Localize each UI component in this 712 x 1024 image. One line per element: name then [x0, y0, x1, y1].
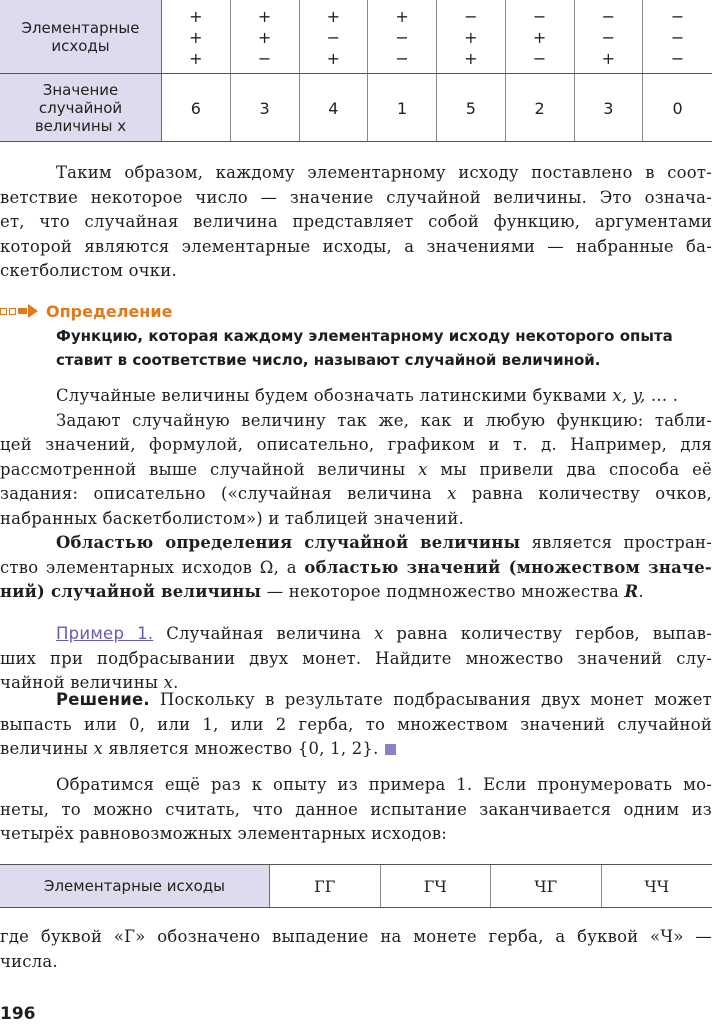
definition-text: Функцию, которая каждому элементарному исходу некоторого опыта ставит в соответствие число, называют случайной величиной. [56, 327, 673, 369]
outcome-cell: − − − [670, 6, 685, 68]
outcome-cell: − + + [437, 0, 506, 74]
outcome-cell: + − + [300, 0, 369, 74]
definition-arrow-icon [0, 304, 38, 318]
outcome-cell: + − − [368, 0, 437, 74]
value-cell: 2 [506, 74, 575, 142]
outcomes-header-cell: Элементарные исходы [0, 0, 162, 74]
page-number: 196 [0, 1004, 36, 1024]
paragraph-domain: Областью определения случайной величины является простран- [56, 533, 712, 552]
coin-outcome-cell: ЧГ [491, 865, 602, 907]
paragraph-notation-l2: Задают случайную величину так же, как и любую функцию: табли- [56, 410, 712, 430]
end-of-solution-icon [385, 744, 396, 755]
paragraph-coins: Обратимся ещё раз к опыту из примера 1. Если пронумеровать мо- [56, 775, 712, 794]
paragraph-notation: Случайные величины будем обозначать латинскими буквами x, y, ... . [56, 386, 679, 405]
paragraph-legend: где буквой «Г» обозначено выпадение на монете герба, а буквой «Ч» — числа. [0, 927, 712, 971]
definition-header [0, 300, 172, 322]
solution-cont: выпасть или 0, или 1, или 2 герба, то множеством значений случайной величины x является множество {0, 1, 2}. [0, 714, 712, 758]
paragraph-intro-cont: ветствие некоторое число — значение случайной величины. Это означа- ет, что случайная величина представляет собой функцию, аргументами которой являются элементарные исходы, а значениями — набранные ба- скетболистом очки. [0, 187, 712, 280]
coin-outcomes-table [0, 864, 712, 908]
solution: Решение. Поскольку в результате подбрасывания двух монет может [56, 690, 712, 709]
paragraph-intro: Таким образом, каждому элементарному исходу поставлено в соот- [56, 163, 712, 182]
outcomes-values-table [0, 0, 712, 142]
outcome-cell: − − + [575, 0, 644, 74]
value-cell: 3 [231, 74, 300, 142]
paragraph-notation-cont: цей значений, формулой, описательно, графиком и т. д. Например, для рассмотренной выше случайной величины x мы привели два способа её задания: описательно («случайная величина x равна количеству очков, набранных баскетболистом») и таблицей значений. [0, 435, 712, 528]
example-1-cont: ших при подбрасывании двух монет. Найдите множество значений слу- чайной величины x. [0, 648, 712, 692]
value-cell: 0 [672, 98, 683, 118]
outcome-cell: + + + [162, 0, 231, 74]
definition-title: Определение [46, 301, 173, 321]
paragraph-coins-cont: неты, то можно считать, что данное испытание заканчивается одним из четырёх равновозможных элементарных исходов: [0, 799, 712, 843]
solution-label: Решение. [56, 690, 150, 709]
coin-outcome-cell: ГЧ [381, 865, 492, 907]
outcome-cell: − + − [506, 0, 575, 74]
coin-outcomes-header: Элементарные исходы [0, 865, 270, 907]
value-cell: 3 [575, 74, 644, 142]
example-1: Пример 1. Случайная величина x равна количеству гербов, выпав- [56, 624, 712, 643]
table-bottom-border [0, 141, 712, 142]
example-1-link[interactable]: Пример 1. [56, 624, 154, 643]
values-header-cell: Значение случайной величины x [0, 74, 162, 142]
value-cell: 1 [368, 74, 437, 142]
outcomes-row [0, 0, 712, 74]
value-cell: 4 [300, 74, 369, 142]
coin-outcome-cell: ЧЧ [644, 876, 670, 896]
values-row [0, 74, 712, 142]
coin-outcome-cell: ГГ [270, 865, 381, 907]
outcome-cell: + + − [231, 0, 300, 74]
value-cell: 6 [162, 74, 231, 142]
value-cell: 5 [437, 74, 506, 142]
paragraph-domain-cont: ство элементарных исходов Ω, а областью значений (множеством значе- ний) случайной величины — некоторое подмножество множества R. [0, 557, 712, 601]
